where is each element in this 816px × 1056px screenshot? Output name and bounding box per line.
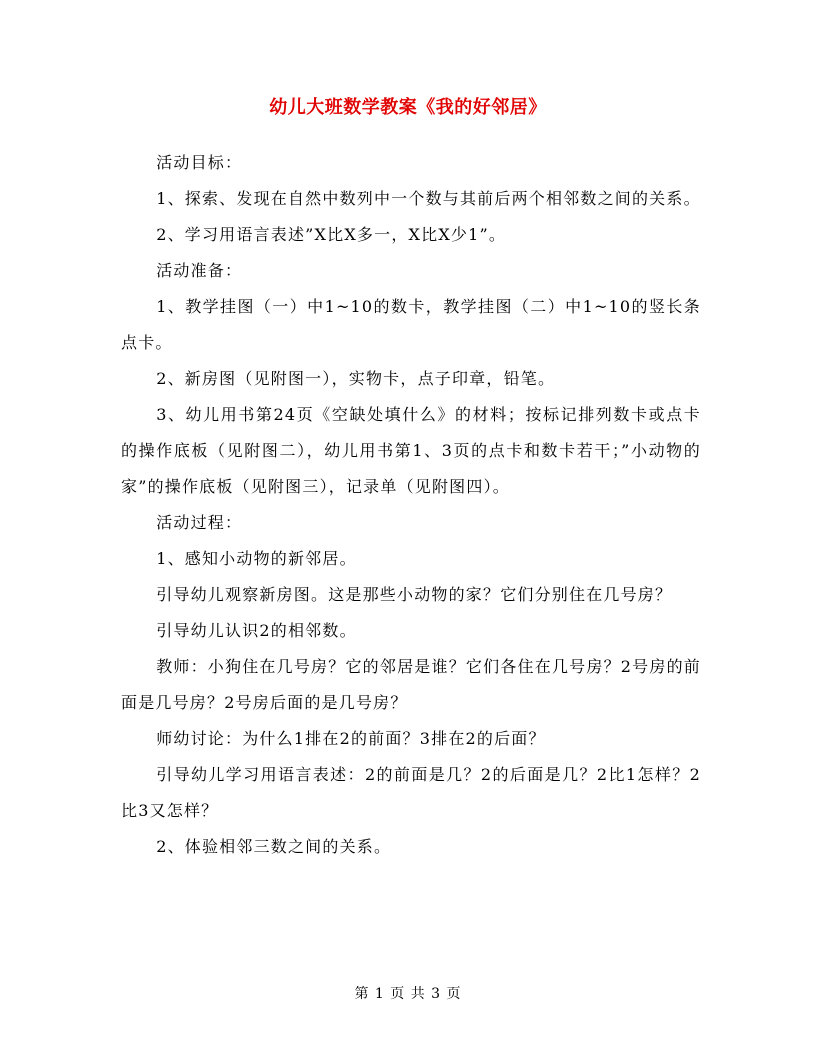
paragraph: 引导幼儿观察新房图。这是那些小动物的家？它们分别住在几号房？ — [156, 585, 673, 604]
paragraph: 3、幼儿用书第24页《空缺处填什么》的材料；按标记排列数卡或点卡的操作底板（见附图二），幼儿用书第1、3页的点卡和数卡若干；”小动物的家”的操作底板（见附图三），记录单（见附图四）。 — [121, 405, 701, 496]
paragraph-heading-preparation: 活动准备： — [156, 261, 243, 280]
paragraph: 引导幼儿学习用语言表述：2的前面是几？2的后面是几？2比1怎样？2比3又怎样？ — [121, 765, 701, 820]
paragraph: 1、教学挂图（一）中1~10的数卡，教学挂图（二）中1~10的竖长条点卡。 — [121, 297, 701, 352]
paragraph: 教师：小狗住在几号房？它的邻居是谁？它们各住在几号房？2号房的前面是几号房？2号房后面的是几号房？ — [121, 657, 701, 712]
paragraph: 2、学习用语言表述”X比X多一，X比X少1”。 — [156, 225, 507, 244]
paragraph: 2、新房图（见附图一），实物卡，点子印章，铅笔。 — [156, 369, 556, 388]
paragraph: 1、感知小动物的新邻居。 — [156, 549, 357, 568]
paragraph: 1、探索、发现在自然中数列中一个数与其前后两个相邻数之间的关系。 — [156, 189, 701, 208]
paragraph-heading-goals: 活动目标： — [156, 153, 243, 172]
paragraph: 2、体验相邻三数之间的关系。 — [156, 837, 392, 856]
paragraph: 师幼讨论：为什么1排在2的前面？3排在2的后面？ — [156, 729, 546, 748]
paragraph: 引导幼儿认识2的相邻数。 — [156, 621, 357, 640]
document-body — [121, 145, 701, 865]
document-title: 幼儿大班数学教案《我的好邻居》 — [269, 97, 547, 118]
page-footer: 第 1 页 共 3 页 — [354, 986, 462, 1002]
paragraph-heading-process: 活动过程： — [156, 513, 243, 532]
